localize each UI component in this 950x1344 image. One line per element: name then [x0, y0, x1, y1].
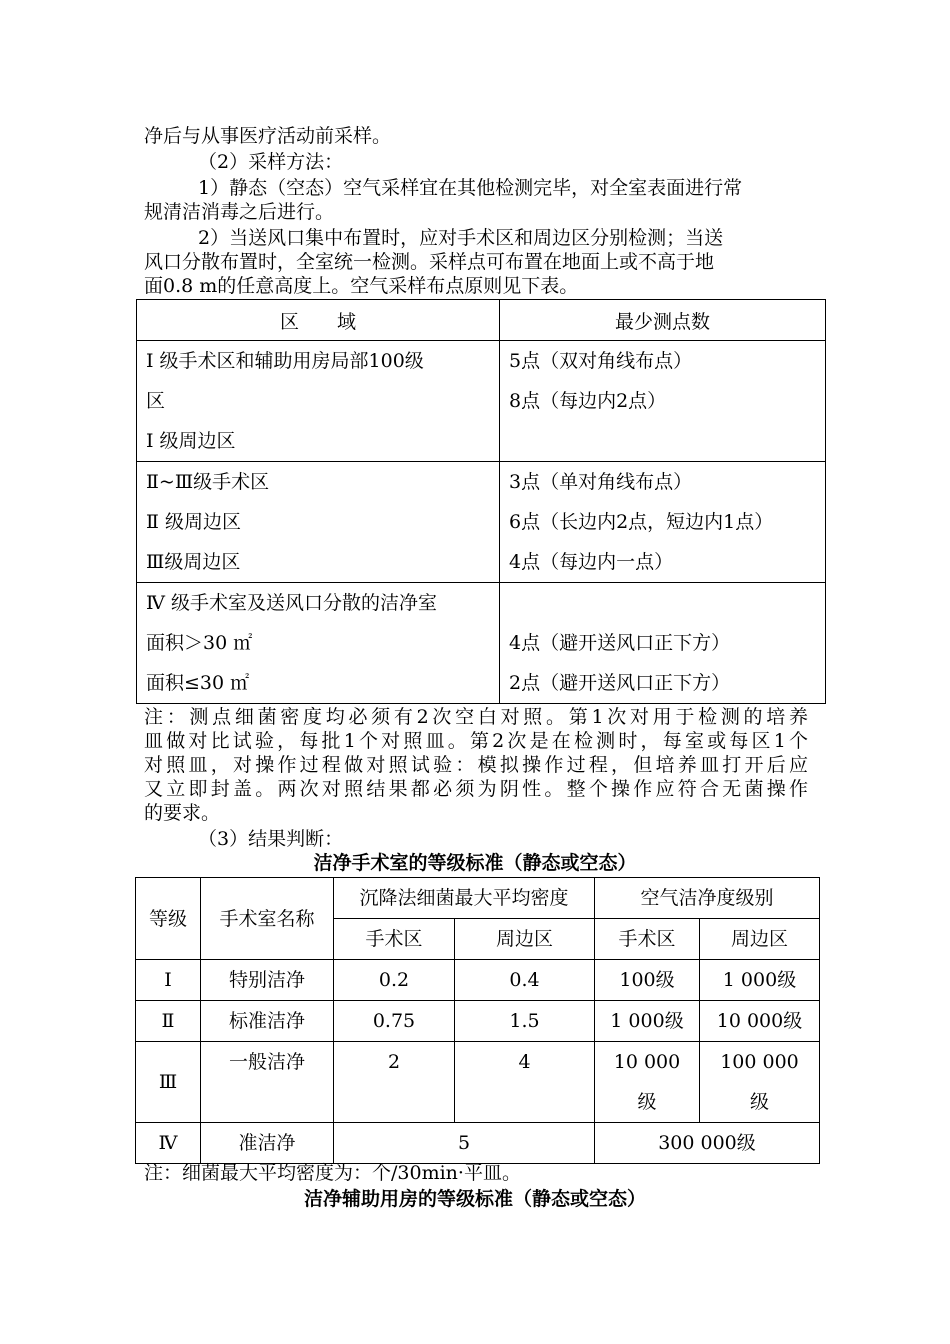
table-cell: 5点（双对角线布点） [509, 350, 693, 372]
table-cell: 1.5 [455, 1001, 595, 1042]
paragraph-line: 规清洁消毒之后进行。 [144, 201, 335, 223]
table-cell: 6点（长边内2点，短边内1点） [509, 511, 774, 533]
table-cell: Ⅲ [136, 1042, 201, 1123]
cell-line: 100 000 [720, 1051, 799, 1073]
table-row [136, 1123, 820, 1164]
table-cell [595, 1042, 700, 1123]
paragraph-line: 1）静态（空态）空气采样宜在其他检测完毕，对全室表面进行常 [198, 177, 743, 199]
cell-line: 级 [637, 1091, 657, 1113]
note-line: 又立即封盖。两次对照结果都必须为阴性。整个操作应符合无菌操作 [144, 778, 808, 800]
cell-line: 10 000 [613, 1051, 681, 1073]
paragraph-line: 风口分散布置时，全室统一检测。采样点可布置在地面上或不高于地 [144, 251, 715, 273]
table-header: 手术室名称 [201, 878, 334, 960]
table-cell: 1 000级 [595, 1001, 700, 1042]
table-cell: 0.4 [455, 960, 595, 1001]
table-cell: 8点（每边内2点） [509, 390, 667, 412]
table-cell: 1 000级 [700, 960, 820, 1001]
table-cell: 0.75 [334, 1001, 455, 1042]
table-row [136, 960, 820, 1001]
table-row [136, 1001, 820, 1042]
table-cell: 4 [455, 1042, 595, 1123]
table-cell: 3点（单对角线布点） [509, 471, 693, 493]
table-header: 最少测点数 [500, 300, 826, 341]
table-title: 洁净手术室的等级标准（静态或空态） [313, 852, 637, 874]
table-row [136, 1042, 820, 1123]
table-cell: 4点（每边内一点） [509, 551, 674, 573]
table-cell: Ⅱ~Ⅲ级手术区 [146, 471, 270, 493]
table-cell: 0.2 [334, 960, 455, 1001]
table-header: 手术区 [595, 919, 700, 960]
table-cell: 一般洁净 [201, 1042, 334, 1123]
table-cell [509, 421, 825, 461]
note-line: 注：测点细菌密度均必须有2次空白对照。第1次对用于检测的培养 [144, 706, 808, 728]
table-cell: 面积≤30 ㎡ [146, 672, 250, 694]
table-cell: Ⅰ 级手术区和辅助用房局部100级 [146, 350, 424, 372]
table-header: 周边区 [455, 919, 595, 960]
table-cell: 4点（避开送风口正下方） [509, 632, 731, 654]
intro-line: 净后与从事医疗活动前采样。 [144, 125, 392, 147]
table-header: 空气洁净度级别 [595, 878, 820, 919]
table-cell: Ⅱ [136, 1001, 201, 1042]
paragraph-line: 面0.8 m的任意高度上。空气采样布点原则见下表。 [144, 275, 579, 297]
note-line: 皿做对比试验，每批1个对照皿。第2次是在检测时，每室或每区1个 [144, 730, 808, 752]
table-cell: Ⅳ 级手术室及送风口分散的洁净室 [146, 592, 438, 614]
note-line: 对照皿，对操作过程做对照试验：模拟操作过程，但培养皿打开后应 [144, 754, 808, 776]
section-heading: （2）采样方法： [198, 151, 344, 173]
table-cell: Ⅰ 级周边区 [146, 430, 236, 452]
table-header: 区 域 [137, 300, 500, 341]
table-row [137, 341, 826, 462]
table-cell: 2点（避开送风口正下方） [509, 672, 731, 694]
table-cell: 标准洁净 [201, 1001, 334, 1042]
table-cell: 10 000级 [700, 1001, 820, 1042]
sampling-points-table [136, 299, 826, 704]
table-cell: 面积＞30 ㎡ [146, 632, 253, 654]
table-title: 洁净辅助用房的等级标准（静态或空态） [303, 1188, 646, 1210]
table-header: 沉降法细菌最大平均密度 [334, 878, 595, 919]
table-header: 手术区 [334, 919, 455, 960]
table-cell: 300 000级 [595, 1123, 820, 1164]
table-cell: Ⅳ [136, 1123, 201, 1164]
table-cell: 100级 [595, 960, 700, 1001]
table-cell: 2 [334, 1042, 455, 1123]
table-header: 周边区 [700, 919, 820, 960]
note-line: 的要求。 [144, 802, 221, 824]
table-header: 等级 [136, 878, 201, 960]
table-cell [509, 583, 825, 623]
section-heading: （3）结果判断： [198, 828, 344, 850]
table-cell: 特别洁净 [201, 960, 334, 1001]
table-cell [700, 1042, 820, 1123]
paragraph-line: 2）当送风口集中布置时，应对手术区和周边区分别检测；当送 [198, 227, 724, 249]
table-cell: 区 [146, 390, 166, 412]
table-cell: Ⅰ [136, 960, 201, 1001]
table-cell: 准洁净 [201, 1123, 334, 1164]
note-line: 注：细菌最大平均密度为：个/30min·平皿。 [144, 1162, 521, 1184]
table-row [137, 462, 826, 583]
table-cell: 5 [334, 1123, 595, 1164]
cell-line: 级 [749, 1091, 769, 1113]
table-row [137, 583, 826, 704]
table-cell: Ⅲ级周边区 [146, 551, 241, 573]
table-cell: Ⅱ 级周边区 [146, 511, 241, 533]
cleanroom-grade-table [135, 877, 820, 1164]
